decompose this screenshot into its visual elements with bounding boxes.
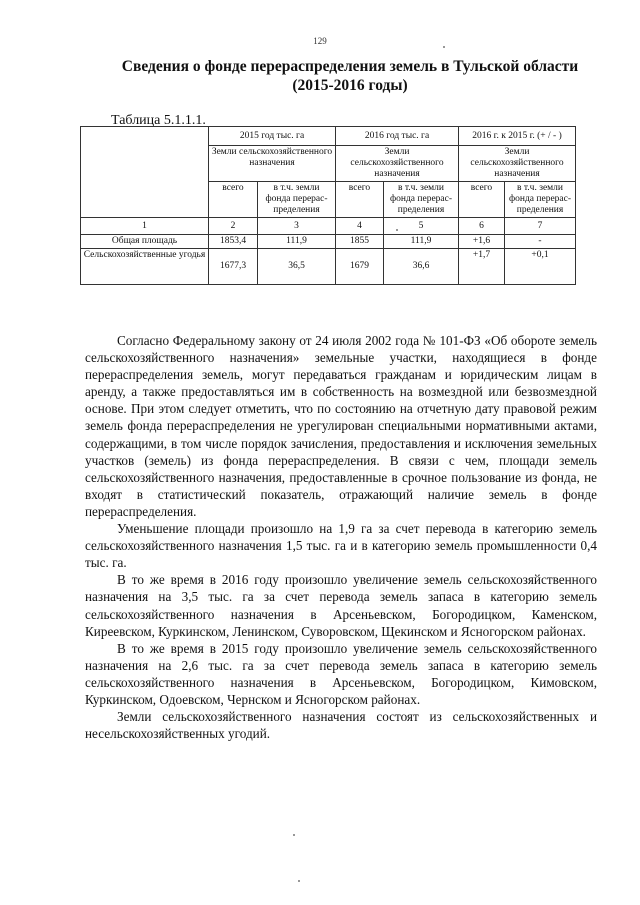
page-title bbox=[100, 57, 600, 95]
table-cell: 36,5 bbox=[258, 249, 336, 285]
header-fund-2015: в т.ч. земли фонда перерас- пределения bbox=[258, 182, 336, 218]
body-text bbox=[85, 332, 597, 742]
paragraph: Земли сельскохозяйственного назначения состоят из сельскохозяйственных и несельскохозяйственных угодий. bbox=[85, 709, 597, 742]
table-cell: - bbox=[505, 235, 576, 249]
table-cell: 36,6 bbox=[384, 249, 459, 285]
column-number: 1 bbox=[81, 218, 209, 235]
scan-speck bbox=[443, 46, 445, 48]
column-number: 6 bbox=[459, 218, 505, 235]
table-label: Таблица 5.1.1.1. bbox=[111, 113, 206, 128]
header-2016: 2016 год тыс. га bbox=[336, 127, 459, 146]
table-cell: 1679 bbox=[336, 249, 384, 285]
table-header-years bbox=[81, 127, 576, 146]
paragraph: Уменьшение площади произошло на 1,9 га за счет перевода в категорию земель сельскохозяйственного назначения 1,5 тыс. га и в категорию земель промышленности 0,4 тыс. га. bbox=[85, 521, 597, 571]
header-fund-change: в т.ч. земли фонда перерас- пределения bbox=[505, 182, 576, 218]
table-cell: 111,9 bbox=[384, 235, 459, 249]
land-fund-table bbox=[80, 126, 576, 285]
header-2015: 2015 год тыс. га bbox=[209, 127, 336, 146]
column-number: 7 bbox=[505, 218, 576, 235]
table-column-numbers bbox=[81, 218, 576, 235]
header-agri-land-change: Земли сельскохозяйственного назначения bbox=[459, 146, 576, 182]
title-line-2: (2015-2016 годы) bbox=[292, 77, 408, 94]
table-cell: +0,1 bbox=[505, 249, 576, 285]
scan-speck bbox=[396, 229, 398, 231]
table-row bbox=[81, 249, 576, 285]
column-number: 3 bbox=[258, 218, 336, 235]
scan-speck bbox=[293, 834, 295, 836]
row-label: Общая площадь bbox=[81, 235, 209, 249]
table-corner-cell bbox=[81, 127, 209, 218]
table-cell: +1,7 bbox=[459, 249, 505, 285]
page-number: 129 bbox=[313, 36, 327, 46]
column-number: 2 bbox=[209, 218, 258, 235]
table-cell: +1,6 bbox=[459, 235, 505, 249]
column-number: 5 bbox=[384, 218, 459, 235]
table-cell: 1853,4 bbox=[209, 235, 258, 249]
table-cell: 111,9 bbox=[258, 235, 336, 249]
header-fund-2016: в т.ч. земли фонда перерас- пределения bbox=[384, 182, 459, 218]
paragraph: В то же время в 2016 году произошло увеличение земель сельскохозяйственного назначения на 3,5 тыс. га за счет перевода земель запаса в категорию земель сельскохозяйственного назначения в Арсеньевском, Богородицком, Каменском, Киреевском, Куркинском, Ленинском, Суворовском, Щекинском и Ясногорском районах. bbox=[85, 572, 597, 639]
header-total-2016: всего bbox=[336, 182, 384, 218]
header-agri-land-2015: Земли сельскохозяйственного назначения bbox=[209, 146, 336, 182]
table-cell: 1855 bbox=[336, 235, 384, 249]
table-row bbox=[81, 235, 576, 249]
header-total-2015: всего bbox=[209, 182, 258, 218]
paragraph: В то же время в 2015 году произошло увеличение земель сельскохозяйственного назначения на 2,6 тыс. га за счет перевода земель запаса в категорию земель сельскохозяйственного назначения в Арсеньевском, Богородицком, Кимовском, Куркинском, Одоевском, Чернском и Ясногорском районах. bbox=[85, 640, 597, 707]
column-number: 4 bbox=[336, 218, 384, 235]
header-total-change: всего bbox=[459, 182, 505, 218]
paragraph: Согласно Федеральному закону от 24 июля 2002 года № 101-ФЗ «Об обороте земель сельскохозяйственного назначения» земельные участки, находящиеся в фонде перераспределения земель, могут передаваться гражданам и юридическим лицам в аренду, а также предоставляться им в собственность на возмездной или безвозмездной основе. При этом следует отметить, что по состоянию на отчетную дату правовой режим земель фонда перераспределения не урегулирован специальными нормативными актами, содержащими, в том числе порядок зачисления, предоставления и исключения земельных участков (земель) из фонда перераспределения. В связи с чем, площади земель сельскохозяйственного назначения, предоставленные в срочное пользование из фонда, не входят в статистический показатель, отражающий наличие земель в фонде перераспределения. bbox=[85, 333, 597, 519]
row-label: Сельскохозяйственные угодья bbox=[81, 249, 209, 285]
table-cell: 1677,3 bbox=[209, 249, 258, 285]
header-agri-land-2016: Земли сельскохозяйственного назначения bbox=[336, 146, 459, 182]
scan-speck bbox=[298, 880, 300, 882]
title-line-1: Сведения о фонде перераспределения земель в Тульской области bbox=[121, 58, 579, 75]
header-change: 2016 г. к 2015 г. (+ / - ) bbox=[459, 127, 576, 146]
